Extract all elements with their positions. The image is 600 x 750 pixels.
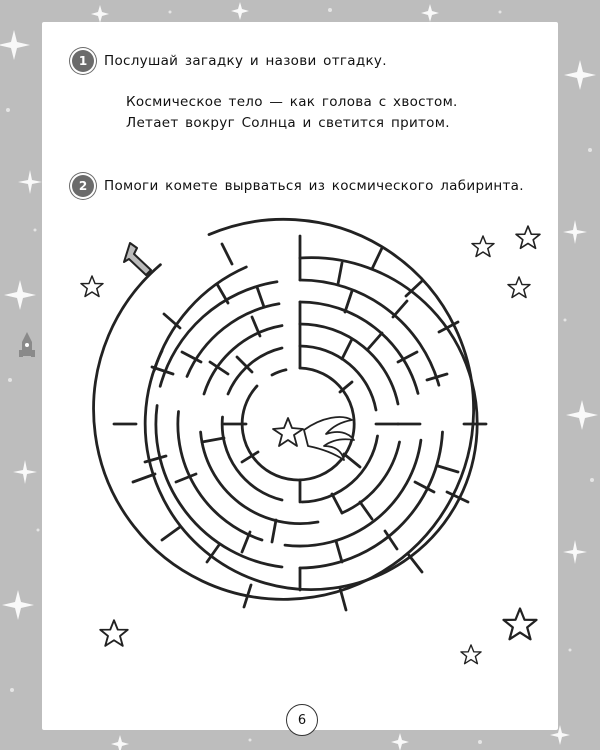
rocket-icon [19,332,35,357]
star-icon [472,236,494,257]
star-icon [461,645,481,664]
task-2-instruction: Помоги комете вырваться из космического лабиринта. [104,178,524,194]
task-2-badge: 2 [72,175,94,197]
maze-walls [94,219,478,599]
page-number: 6 [286,704,318,736]
exit-arrow-icon [124,243,151,275]
riddle-line-1: Космическое тело — как голова с хвостом. [126,94,458,110]
worksheet-page [42,22,558,730]
star-icon [508,277,530,298]
star-icon [516,226,540,248]
riddle-line-2: Летает вокруг Солнца и светится притом. [126,115,450,131]
maze-illustration [42,22,558,730]
star-icon [100,620,128,646]
comet-icon [273,417,354,460]
task-1-badge: 1 [72,50,94,72]
star-icon [504,609,537,640]
star-icon [81,276,103,297]
maze-radial-walls [114,236,486,610]
task-1-instruction: Послушай загадку и назови отгадку. [104,53,387,69]
